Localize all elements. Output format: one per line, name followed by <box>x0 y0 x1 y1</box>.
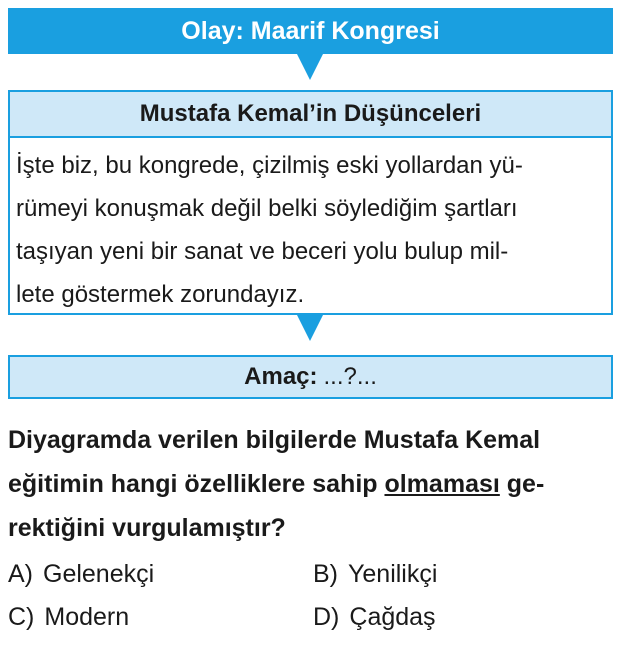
question-fragment: ge- <box>499 470 545 498</box>
question-line: rektiğini vurgulamıştır? <box>8 514 286 542</box>
option-text: Modern <box>44 603 130 631</box>
option-d[interactable] <box>313 603 436 632</box>
aim-label: Amaç: <box>244 363 318 390</box>
question-line <box>8 462 614 506</box>
aim-box <box>8 355 613 399</box>
event-title: Olay: Maarif Kongresi <box>181 16 440 45</box>
ideas-header <box>10 92 611 138</box>
down-arrow-icon <box>297 315 323 341</box>
quote-line: taşıyan yeni bir sanat ve beceri yolu bulup mil- <box>16 238 509 265</box>
option-text: Gelenekçi <box>43 560 155 588</box>
event-banner <box>8 8 613 54</box>
option-letter: B) <box>313 560 338 588</box>
option-b[interactable] <box>313 560 437 589</box>
quote-line: İşte biz, bu kongrede, çizilmiş eski yollardan yü- <box>16 152 523 179</box>
option-letter: C) <box>8 603 35 631</box>
option-letter: A) <box>8 560 33 588</box>
quote-line: rümeyi konuşmak değil belki söylediğim şartları <box>16 195 518 222</box>
option-c[interactable] <box>8 603 129 632</box>
option-text: Yenilikçi <box>348 560 438 588</box>
ideas-quote <box>10 138 611 316</box>
question-line: Diyagramda verilen bilgilerde Mustafa Kemal <box>8 426 541 454</box>
question-text <box>8 418 614 550</box>
down-arrow-icon <box>297 54 323 80</box>
option-text: Çağdaş <box>349 603 436 631</box>
emphasis-text: olmaması <box>384 470 500 498</box>
aim-value: ...?... <box>323 363 377 390</box>
ideas-box <box>8 90 613 315</box>
option-a[interactable] <box>8 560 154 589</box>
question-fragment: eğitimin hangi özelliklere sahip <box>8 470 385 498</box>
option-letter: D) <box>313 603 340 631</box>
quote-line: lete göstermek zorundayız. <box>16 281 305 308</box>
ideas-header-title: Mustafa Kemal’in Düşünceleri <box>139 100 482 127</box>
